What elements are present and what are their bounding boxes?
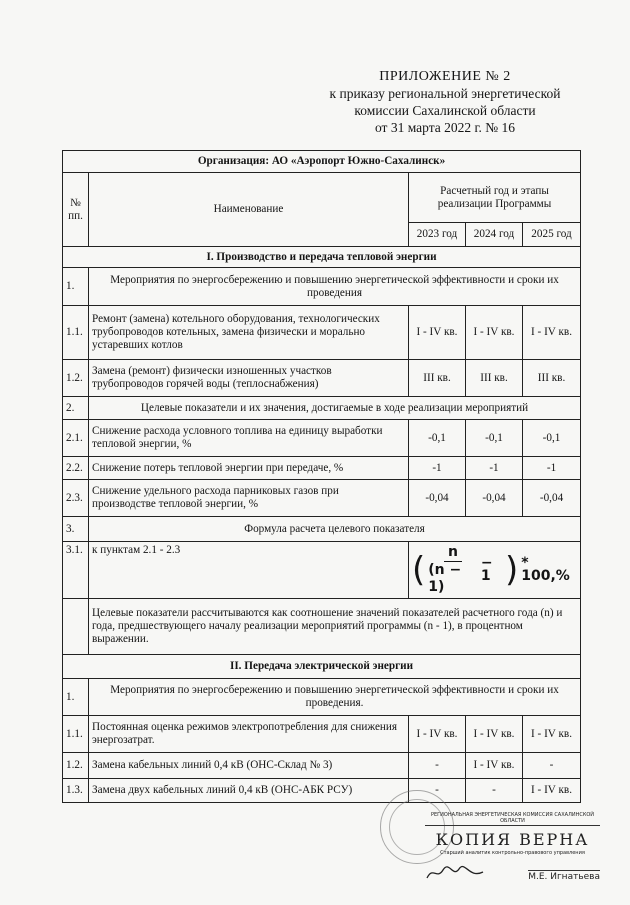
row-name: Снижение расхода условного топлива на единицу выработки тепловой энергии, % [89, 420, 409, 457]
row-name: к пунктам 2.1 - 2.3 [89, 542, 409, 599]
formula-multiplier: * 100,% [521, 555, 570, 584]
row-heading: Формула расчета целевого показателя [89, 517, 581, 542]
col-header-number: № пп. [63, 173, 89, 247]
row-value-2025: I - IV кв. [523, 306, 581, 360]
row-name: Ремонт (замена) котельного оборудования, технологических трубопроводов котельных, замена физически и морально устаревших котлов [89, 306, 409, 360]
formula-minus-one: − 1 [480, 555, 493, 584]
signer-name: М.Е. Игнатьева [528, 872, 600, 882]
formula-numerator: n [444, 544, 462, 562]
formula-fraction [428, 544, 478, 596]
row-value-2023: III кв. [409, 360, 466, 397]
stamp-department: Старший аналитик контрольно-правового управления [440, 850, 585, 856]
row-heading: Целевые показатели и их значения, достигаемые в ходе реализации мероприятий [89, 397, 581, 420]
target-formula [412, 544, 577, 596]
appendix-line-4: от 31 марта 2022 г. № 16 [374, 120, 516, 135]
section-1-title: I. Производство и передача тепловой энергии [63, 247, 581, 268]
row-value-2025: I - IV кв. [523, 779, 581, 803]
stamp-copy-label: КОПИЯ ВЕРНА [435, 830, 590, 849]
row-value-2024: III кв. [466, 360, 523, 397]
empty-cell [63, 599, 89, 655]
row-value-2023: I - IV кв. [409, 716, 466, 753]
row-name: Замена кабельных линий 0,4 кВ (ОНС-Склад № 3) [89, 753, 409, 779]
handwritten-signature [425, 864, 485, 882]
row-value-2023: -0,04 [409, 480, 466, 517]
organization-row: Организация: АО «Аэропорт Южно-Сахалинск» [63, 151, 581, 173]
formula-cell [409, 542, 581, 599]
row-value-2024: I - IV кв. [466, 716, 523, 753]
row-value-2023: -1 [409, 457, 466, 480]
formula-note: Целевые показатели рассчитываются как соотношение значений показателей расчетного года (n) и года, предшествующего началу реализации мероприятий программы (n - 1), в процентном выражении. [89, 599, 581, 655]
row-number: 3.1. [63, 542, 89, 599]
row-value-2025: III кв. [523, 360, 581, 397]
col-header-years: Расчетный год и этапы реализации Программы [409, 173, 581, 223]
row-number: 1. [63, 268, 89, 306]
col-header-name: Наименование [89, 173, 409, 247]
row-name: Замена двух кабельных линий 0,4 кВ (ОНС-АБК РСУ) [89, 779, 409, 803]
row-number: 1.2. [63, 753, 89, 779]
row-number: 3. [63, 517, 89, 542]
section-2-title: II. Передача электрической энергии [63, 655, 581, 679]
row-heading: Мероприятия по энергосбережению и повышению энергетической эффективности и сроки их проведения [89, 268, 581, 306]
col-header-year-1: 2023 год [409, 223, 466, 247]
row-value-2024: I - IV кв. [466, 753, 523, 779]
row-heading: Мероприятия по энергосбережению и повышению энергетической эффективности и сроки их проведения. [89, 679, 581, 716]
row-value-2023: I - IV кв. [409, 306, 466, 360]
row-value-2025: -0,04 [523, 480, 581, 517]
row-number: 2.1. [63, 420, 89, 457]
formula-open-paren: ( [412, 550, 426, 590]
col-header-year-3: 2025 год [523, 223, 581, 247]
row-value-2025: - [523, 753, 581, 779]
row-value-2025: -0,1 [523, 420, 581, 457]
row-number: 1. [63, 679, 89, 716]
row-value-2024: - [466, 779, 523, 803]
row-number: 2.2. [63, 457, 89, 480]
row-number: 2.3. [63, 480, 89, 517]
row-value-2023: - [409, 779, 466, 803]
row-name: Постоянная оценка режимов электропотребления для снижения энергозатрат. [89, 716, 409, 753]
appendix-header [300, 68, 590, 136]
row-value-2025: -1 [523, 457, 581, 480]
row-name: Снижение потерь тепловой энергии при передаче, % [89, 457, 409, 480]
row-value-2024: -1 [466, 457, 523, 480]
row-value-2023: -0,1 [409, 420, 466, 457]
row-number: 1.1. [63, 716, 89, 753]
appendix-title: ПРИЛОЖЕНИЕ № 2 [379, 69, 511, 84]
row-value-2025: I - IV кв. [523, 716, 581, 753]
row-value-2024: I - IV кв. [466, 306, 523, 360]
signature-row [425, 864, 600, 882]
col-header-year-2: 2024 год [466, 223, 523, 247]
row-name: Снижение удельного расхода парниковых газов при производстве тепловой энергии, % [89, 480, 409, 517]
row-number: 1.1. [63, 306, 89, 360]
row-name: Замена (ремонт) физически изношенных участков трубопроводов горячей воды (теплоснабжения) [89, 360, 409, 397]
row-value-2024: -0,04 [466, 480, 523, 517]
row-value-2023: - [409, 753, 466, 779]
row-number: 1.3. [63, 779, 89, 803]
formula-close-paren: ) [505, 550, 519, 590]
appendix-line-2: к приказу региональной энергетической [329, 86, 561, 101]
appendix-line-3: комиссии Сахалинской области [354, 103, 536, 118]
row-value-2024: -0,1 [466, 420, 523, 457]
row-number: 2. [63, 397, 89, 420]
stamp-organization: РЕГИОНАЛЬНАЯ ЭНЕРГЕТИЧЕСКАЯ КОМИССИЯ САХАЛИНСКОЙ ОБЛАСТИ [425, 812, 600, 826]
certified-copy-stamp [425, 812, 600, 882]
row-number: 1.2. [63, 360, 89, 397]
program-table [62, 150, 581, 803]
formula-denominator: (n − 1) [428, 562, 462, 595]
